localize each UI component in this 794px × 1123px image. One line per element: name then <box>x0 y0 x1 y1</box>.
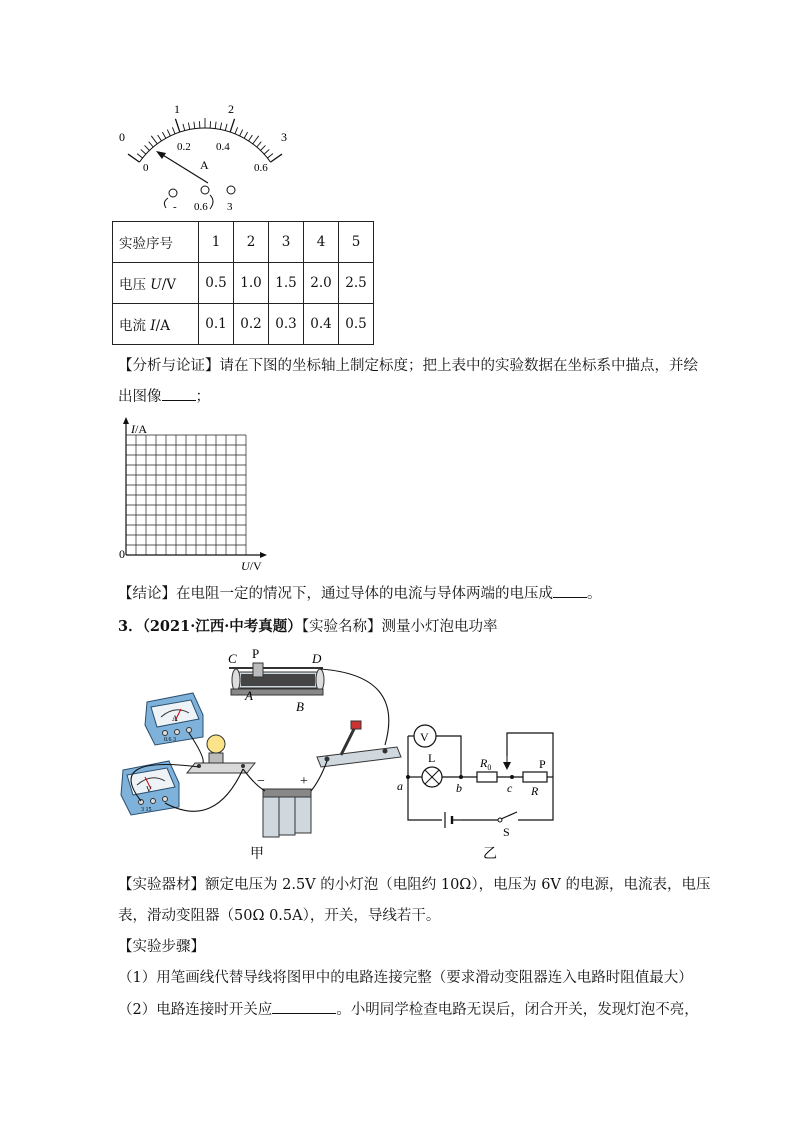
question-source: （2021·江西·中考真题） <box>142 618 302 635</box>
experiment-title: 测量小灯泡电功率 <box>381 619 498 635</box>
dial-tick <box>162 132 165 138</box>
conclusion-line: 【结论】在电阻一定的情况下，通过导体的电流与导体两端的电压成 。 <box>118 583 602 604</box>
node-a-label: a <box>397 779 403 793</box>
rheostat-label-D: D <box>312 651 322 666</box>
table-cell: 0.3 <box>269 304 304 345</box>
circuit-figure-a <box>115 645 405 870</box>
answer-blank-graph[interactable] <box>162 386 196 401</box>
rheostat-label-B: B <box>296 699 304 714</box>
ammeter-dial-figure <box>110 98 300 218</box>
switch-label: S <box>503 825 510 839</box>
table-cell: 2.0 <box>304 263 339 304</box>
resistor-R0-label: $R_0$ <box>480 756 492 772</box>
table-row <box>113 304 374 345</box>
dial-tick <box>158 135 162 141</box>
needle-arrowhead <box>156 151 166 159</box>
answer-blank-switch[interactable] <box>272 999 336 1014</box>
terminal-label-3: 3 <box>227 201 233 213</box>
empty-graph-figure <box>115 415 275 575</box>
node-b-label: b <box>456 781 462 795</box>
switch-lever <box>501 812 517 819</box>
lamp-label: L <box>428 751 436 765</box>
rheostat-label-P: P <box>252 646 260 661</box>
table-row <box>113 263 374 304</box>
ammeter-scale-top-2: 2 <box>228 102 234 116</box>
step-2-text-b: 。小明同学检查电路无误后，闭合开关，发现灯泡不亮， <box>336 1002 699 1018</box>
voltmeter-terminals-a: 3 15 <box>141 807 152 813</box>
step-2 <box>118 999 699 1020</box>
ammeter-scale-bottom-0: 0 <box>143 162 149 174</box>
ammeter-scale-top-0: 0 <box>119 130 125 144</box>
y-axis-arrow <box>123 417 129 424</box>
analysis-line-2: 出图像 ； <box>118 386 210 407</box>
voltmeter-symbol-label: V <box>420 730 429 744</box>
rheostat-symbol-label: R <box>531 784 539 798</box>
table-header-cell: 5 <box>339 222 374 263</box>
table-cell: 0.5 <box>199 263 234 304</box>
table-cell: 0.4 <box>304 304 339 345</box>
question-number: 3． <box>118 618 143 635</box>
table-cell: 0.5 <box>339 304 374 345</box>
dial-tick <box>261 145 266 150</box>
ammeter-scale-bottom-3: 0.6 <box>254 162 268 174</box>
dial-tick <box>175 119 179 132</box>
ammeter-unit-label: A <box>200 158 209 172</box>
dial-tick <box>183 124 185 131</box>
ammeter-terminals-a: 0.6 3 <box>164 737 176 743</box>
section-tag: 【实验名称】 <box>301 619 382 635</box>
terminal-minus <box>169 189 177 197</box>
materials-line-1: 【实验器材】额定电压为 2.5V 的小灯泡（电阻约 10Ω），电压为 6V 的电源，电流表，电压 <box>118 877 711 893</box>
terminal-label-06: 0.6 <box>194 201 208 213</box>
dial-tick <box>244 132 247 138</box>
dial-tick <box>215 122 216 129</box>
slider-label: P <box>539 757 546 771</box>
row-label-voltage: 电压 U/V <box>113 263 199 304</box>
dial-tick <box>267 154 272 158</box>
node-c-label: c <box>507 781 513 795</box>
figure-a-caption: 甲 <box>250 847 264 862</box>
question-3-title <box>118 617 498 637</box>
dial-tick <box>167 130 170 136</box>
table-header-cell: 3 <box>269 222 304 263</box>
table-header-cell: 实验序号 <box>113 222 199 263</box>
figure-b-caption: 乙 <box>483 847 497 862</box>
dial-tick <box>145 145 150 150</box>
circuit-figure-b <box>390 712 570 862</box>
dial-tick <box>149 142 154 147</box>
x-axis-label: U/V <box>241 559 262 573</box>
rheostat-symbol <box>523 772 547 782</box>
lead-wire-left <box>164 198 168 208</box>
dial-tick <box>172 127 175 133</box>
dial-tick <box>235 127 238 133</box>
rheostat-label-C: C <box>228 651 237 666</box>
ammeter-scale-top-3: 3 <box>281 130 287 144</box>
terminal-06 <box>201 186 209 194</box>
ammeter-scale-bottom-2: 0.4 <box>216 141 230 153</box>
dial-arc <box>139 128 270 162</box>
answer-blank-conclusion[interactable] <box>553 583 587 598</box>
terminal-3 <box>227 186 235 194</box>
conclusion-text: 【结论】在电阻一定的情况下，通过导体的电流与导体两端的电压成 <box>118 586 553 602</box>
analysis-line-1: 【分析与论证】请在下图的坐标轴上制定标度；把上表中的实验数据在坐标系中描点，并绘 <box>118 358 698 374</box>
node-c-dot <box>510 775 514 779</box>
x-axis-arrow <box>260 552 267 558</box>
dial-tick <box>264 149 269 154</box>
table-header-cell: 2 <box>234 222 269 263</box>
battery-plus-label: + <box>300 774 308 789</box>
step-1: （1）用笔画线代替导线将图甲中的电路连接完整（要求滑动变阻器连入电路时阻值最大） <box>118 970 693 986</box>
dial-tick <box>225 124 227 131</box>
rheostat-label-A: A <box>245 688 253 703</box>
dial-tick <box>141 149 146 154</box>
graph-grid <box>126 435 246 555</box>
dial-tick <box>137 154 142 158</box>
dial-tick <box>151 136 157 144</box>
table-cell: 0.2 <box>234 304 269 345</box>
battery-pack <box>263 789 311 837</box>
table-header-cell: 1 <box>199 222 234 263</box>
resistor-R0 <box>477 772 497 782</box>
terminal-label-minus: - <box>173 201 177 213</box>
table-cell: 1.0 <box>234 263 269 304</box>
dial-tick <box>128 154 139 162</box>
dial-tick <box>240 130 243 136</box>
dial-tick <box>271 154 282 162</box>
node-b-dot <box>459 775 463 779</box>
battery-minus-label: − <box>257 774 265 789</box>
dial-tick <box>249 135 253 141</box>
dial-tick <box>220 123 221 130</box>
sliding-rheostat <box>229 663 324 695</box>
table-header-cell: 4 <box>304 222 339 263</box>
table-cell: 0.1 <box>199 304 234 345</box>
steps-heading: 【实验步骤】 <box>118 939 205 955</box>
dial-tick <box>194 122 195 129</box>
table-cell: 2.5 <box>339 263 374 304</box>
data-table <box>112 221 374 345</box>
ammeter-scale-bottom-1: 0.2 <box>177 141 191 153</box>
lead-wire-right <box>210 195 213 209</box>
ammeter-scale-top-1: 1 <box>174 102 180 116</box>
dial-tick <box>230 119 234 132</box>
dial-tick <box>253 136 259 144</box>
y-axis-label: I/A <box>131 422 147 436</box>
voltmeter-unit-a: V <box>146 785 152 794</box>
table-cell: 1.5 <box>269 263 304 304</box>
table-header-row <box>113 222 374 263</box>
dial-tick <box>257 142 262 147</box>
dial-tick <box>188 123 189 130</box>
node-a-dot <box>406 775 410 779</box>
row-label-current: 电流 I/A <box>113 304 199 345</box>
materials-line-2: 表，滑动变阻器（50Ω 0.5A），开关，导线若干。 <box>118 908 441 924</box>
origin-label: 0 <box>119 547 125 561</box>
ammeter-scale-ticks <box>128 118 282 162</box>
step-2-text-a: （2）电路连接时开关应 <box>118 1002 273 1018</box>
ammeter-unit-a: A <box>172 714 178 723</box>
analysis-line-2-text: 出图像 <box>118 389 162 405</box>
